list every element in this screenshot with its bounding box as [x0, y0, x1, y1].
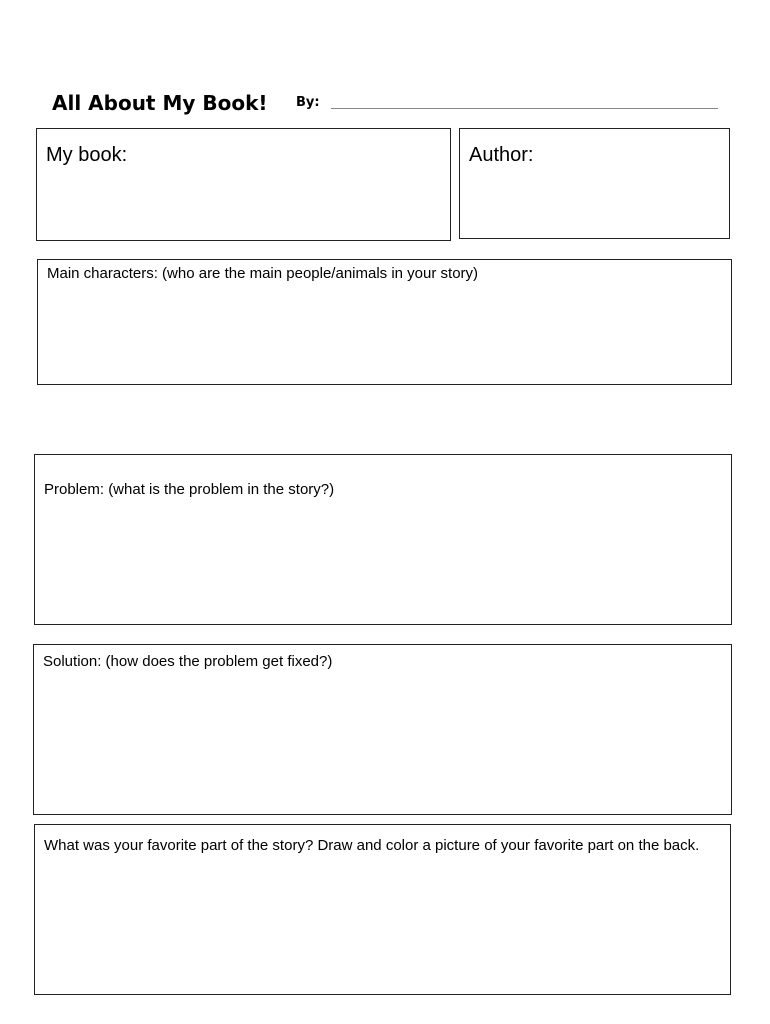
main-characters-label: Main characters: (who are the main people/animals in your story) [47, 265, 479, 282]
worksheet-title: All About My Book! [52, 91, 268, 115]
my-book-label: My book: [46, 144, 128, 166]
solution-label: Solution: (how does the problem get fixed?) [43, 653, 333, 670]
solution-box[interactable] [33, 644, 732, 815]
problem-box[interactable] [34, 454, 732, 625]
author-label: Author: [469, 144, 534, 166]
author-box[interactable] [459, 128, 730, 239]
by-label: By: [296, 95, 320, 110]
worksheet-header [52, 88, 722, 118]
my-book-box[interactable] [36, 128, 451, 241]
main-characters-box[interactable] [37, 259, 732, 385]
favorite-part-box[interactable] [34, 824, 731, 995]
by-name-line[interactable] [331, 108, 718, 109]
problem-label: Problem: (what is the problem in the story?) [44, 481, 335, 498]
favorite-part-label: What was your favorite part of the story? Draw and color a picture of your favorite part on the back. [44, 837, 700, 854]
